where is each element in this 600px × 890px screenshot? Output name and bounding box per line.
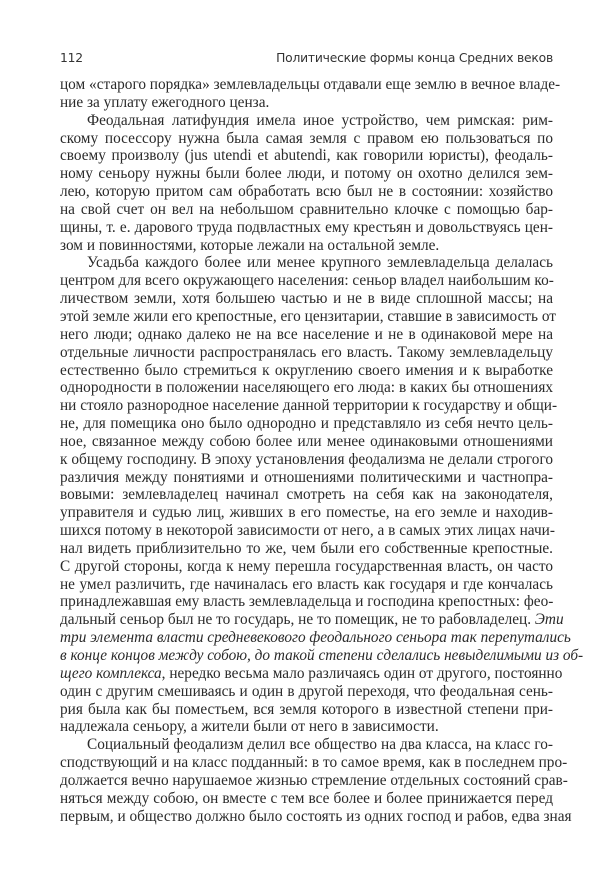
text-run: него люди; однако далеко не на все население и не в одинаковой мере на [60, 325, 553, 343]
text-line [60, 451, 553, 469]
text-line [60, 701, 553, 719]
text-line [60, 790, 553, 808]
text-run: ное, связанное между собою более или менее одинаковыми отношениями [60, 432, 553, 450]
text-line [60, 147, 553, 165]
text-run: Феодальная латифундия имела иное устройство, чем римская: рим- [87, 111, 553, 129]
text-line [60, 272, 553, 290]
text-line [60, 522, 553, 540]
text-run: няться между собою, он вместе с тем все более и более принижается перед [60, 789, 553, 807]
running-title: Политические формы конца Средних веков [276, 51, 553, 65]
text-line [60, 379, 553, 397]
text-run: шихся потому в некоторой зависимости от него, а в самых этих лицах начи- [60, 522, 555, 540]
italic-text: три элемента власти средневекового феодального сеньора так перепутались [60, 629, 571, 647]
text-run: естественно было стремиться к округлению своего имения и к выработке [60, 361, 553, 379]
text-line [60, 576, 553, 594]
text-run: принадлежавшая ему власть землевладельца и господина крепостных: фео- [60, 593, 554, 611]
text-run: не умел различить, где начиналась его власть как государя и где кончалась [60, 575, 553, 593]
text-run: к общему господину. В эпоху установления феодализма не делали строгого [60, 450, 553, 468]
text-line [60, 736, 553, 754]
text-run: ному сеньору нужны были более люди, и потому он охотно делился зем- [60, 165, 553, 183]
italic-text: Эти [534, 611, 564, 629]
text-line [60, 201, 553, 219]
text-line [60, 219, 553, 237]
text-run: этой земле жили его крепостные, его цензитарии, ставшие в зависимость от [60, 307, 556, 325]
text-line [60, 165, 553, 183]
text-line [60, 397, 558, 415]
text-run: щины, т. е. дарового труда подвластных ему крестьян и довольствуясь цен- [60, 218, 553, 236]
text-run: ни стояло разнородное население данной территории к государству и общи- [60, 397, 558, 415]
text-run: зом и повинностями, которые лежали на остальной земле. [60, 236, 440, 254]
text-run: С другой стороны, когда к нему перешла государственная власть, он часто [60, 557, 553, 575]
text-run: дальный сеньор был не то государь, не то помещик, не то рабовладелец. [60, 611, 535, 629]
text-run: ние за уплату ежегодного ценза. [60, 93, 270, 111]
text-run: однородности в положении населяющего его люда: в каких бы отношениях [60, 379, 553, 397]
italic-text: щего комплекса [60, 664, 162, 682]
text-run: личеством земли, хотя большею частью и не в виде сплошной массы; на [60, 290, 553, 308]
page-header [60, 51, 553, 65]
text-run: первым, и общество должно было состоять из одних господ и рабов, едва зная [60, 807, 572, 825]
text-line [60, 807, 572, 826]
text-run: лею, которую притом сам обработать всю был не в состоянии: хозяйство [60, 183, 553, 201]
body-text [60, 76, 584, 825]
text-line [60, 415, 553, 433]
text-line [60, 344, 553, 362]
text-line [60, 433, 553, 451]
text-line [60, 326, 553, 344]
text-line [60, 771, 568, 790]
text-run: , нередко весьма мало различаясь один от другого, постоянно [161, 664, 563, 682]
text-run: цом «старого порядка» землевладельцы отдавали еще землю в вечное владе- [60, 76, 561, 93]
text-line [60, 664, 563, 683]
text-line [60, 469, 553, 487]
italic-text: в конце концов между собою, до такой степени сделались невыделимыми из об- [60, 647, 584, 664]
text-line [60, 629, 571, 647]
text-run: должается вечно нарушаемое жизнью стремление отдельных состояний срав- [60, 771, 568, 789]
text-line [60, 486, 553, 504]
text-line [60, 593, 553, 611]
text-line [60, 683, 553, 701]
text-run: нал видеть приблизительно то же, чем были его собственные крепостные. [60, 539, 553, 557]
text-run: управителя и судью лиц, живших в его поместье, на его земле и находив- [60, 504, 553, 522]
text-line [60, 130, 553, 148]
text-line [60, 290, 553, 308]
text-line [60, 94, 553, 112]
text-run: отдельные личности распространялась его власть. Такому землевладельцу [60, 343, 553, 361]
text-run: на свой счет он вел на небольшом сравнительно клочке с помощью бар- [60, 200, 553, 218]
text-line [60, 237, 553, 255]
text-run: центром для всего окружающего населения: сеньор владел наибольшим ко- [60, 272, 554, 290]
text-line [60, 307, 556, 326]
text-line [60, 254, 553, 272]
text-line [60, 540, 553, 558]
text-line [60, 76, 561, 94]
text-line [60, 718, 553, 736]
page-number: 112 [60, 51, 83, 65]
text-line [60, 183, 553, 201]
text-line [60, 558, 553, 576]
text-line [60, 362, 553, 380]
text-run: один с другим смешиваясь и один в другой переходя, что феодальная сень- [60, 682, 553, 700]
text-line [60, 611, 564, 629]
text-run: Усадьба каждого более или менее крупного землевладельца делалась [87, 254, 553, 272]
text-run: вовыми: землевладелец начинал смотреть на себя как на законодателя, [60, 486, 553, 504]
text-run: сподствующий и на класс подданный: в то самое время, как в последнем про- [60, 754, 568, 772]
text-run: Социальный феодализм делил все общество на два класса, на класс го- [87, 736, 553, 754]
text-line [60, 647, 584, 665]
text-run: рия была как бы поместьем, вся земля которого в известной степени при- [60, 700, 553, 718]
text-run: различия между понятиями и отношениями политическими и частнопра- [60, 468, 553, 486]
text-line [60, 754, 568, 772]
text-line [60, 112, 553, 130]
text-run: своему произволу (jus utendi et abutendi, как говорили юристы), феодаль- [60, 147, 553, 165]
text-run: не, для помещика оно было однородно и представляло из себя нечто цель- [60, 415, 553, 433]
text-run: скому посессору нужна была самая земля с правом ею пользоваться по [60, 129, 553, 147]
text-run: надлежала сеньору, а жители были от него в зависимости. [60, 718, 439, 736]
text-line [60, 504, 553, 522]
